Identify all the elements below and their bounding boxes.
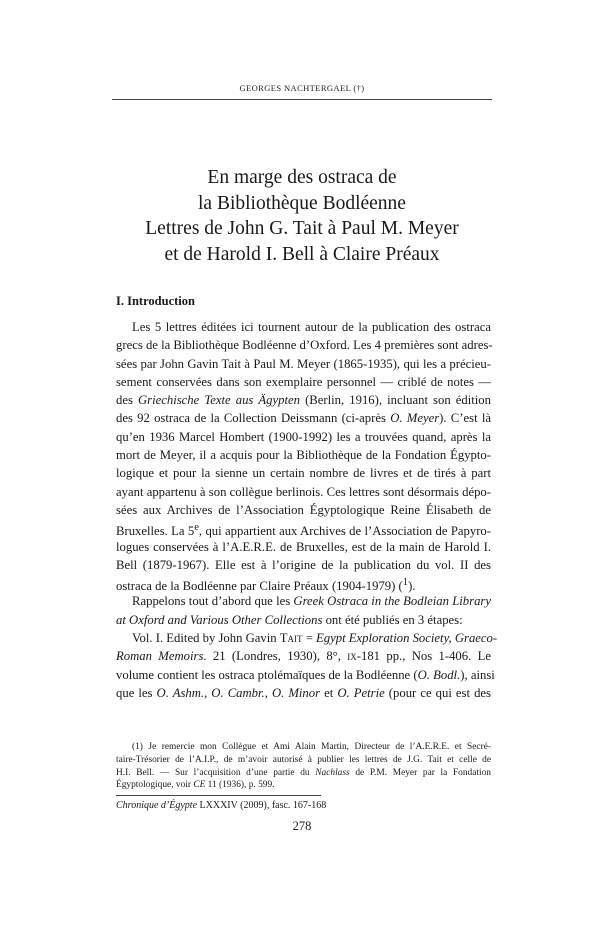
book-title: Greek Ostraca in the Bodleian Library bbox=[293, 594, 491, 609]
text: Bruxelles. La 5 bbox=[116, 524, 195, 539]
body-line-14: Bell (1879-1967). Elle est à l’origine de la publication du vol. II des bbox=[116, 557, 491, 572]
text: = bbox=[302, 631, 317, 646]
abbreviation: O. Minor bbox=[271, 685, 321, 700]
text: Égyptologique, voir bbox=[116, 780, 194, 791]
text: ont été publiés en 3 étapes: bbox=[322, 612, 463, 627]
title-line-1: En marge des ostraca de bbox=[207, 167, 397, 188]
footnote-line-1: (1) Je remercie mon Collègue et Ami Alain Martin, Directeur de l’A.E.R.E. et Secré- bbox=[132, 742, 491, 752]
body-line-8: mort de Meyer, il a acquis pour la Bibliothèque de la Fondation Égypto- bbox=[116, 448, 491, 463]
title-line-2: la Bibliothèque Bodléenne bbox=[198, 192, 406, 214]
footnote bbox=[116, 741, 491, 792]
body-line-13: logues conservées à l’A.E.R.E. de Bruxelles, est de la main de Harold I. bbox=[116, 539, 491, 554]
text: des 92 ostraca de la Collection Deissmann (ci-après bbox=[116, 411, 391, 426]
body-line-21 bbox=[116, 684, 491, 702]
journal-detail: LXXXIV (2009), fasc. 167-168 bbox=[197, 800, 327, 811]
body-line-16 bbox=[116, 592, 491, 610]
text: Rappelons tout d’abord que les bbox=[132, 594, 294, 609]
title-line-3: Lettres de John G. Tait à Paul M. Meyer bbox=[145, 218, 459, 239]
body-line-5 bbox=[116, 391, 491, 409]
body-line-18 bbox=[116, 629, 498, 647]
abbreviation: O. Ashm. bbox=[156, 685, 205, 700]
text: ). bbox=[408, 579, 416, 594]
text: -181 pp., Nos 1-406. Le bbox=[356, 649, 491, 664]
text: des bbox=[116, 393, 138, 408]
text: H.I. Bell. — Sur l’acquisition d’une partie du bbox=[116, 767, 316, 778]
body-line-15 bbox=[116, 574, 491, 592]
text: volume contient les ostraca ptolémaïques de la Bodléenne ( bbox=[116, 667, 418, 682]
text: 11 (1936), p. 599. bbox=[205, 780, 275, 791]
superscript: e bbox=[194, 522, 199, 534]
text: que les bbox=[116, 685, 157, 700]
text: , qui appartient aux Archives de l’Association de Papyro- bbox=[198, 524, 491, 539]
body-line-4: sement conservées dans son exemplaire personnel — criblé de notes — bbox=[116, 374, 491, 389]
author-name: Tait bbox=[279, 631, 303, 646]
body-line-3: sées par John Gavin Tait à Paul M. Meyer (1865-1935), qui les a précieu- bbox=[116, 356, 491, 371]
header-rule bbox=[112, 99, 492, 100]
text: de P.M. Meyer par la Fondation bbox=[349, 767, 491, 778]
series-title: Egypt Exploration Society, Graeco- bbox=[316, 631, 498, 646]
page-number: 278 bbox=[292, 819, 312, 833]
book-title: Griechische Texte aus Ägypten bbox=[137, 393, 301, 408]
text: ), ainsi bbox=[460, 667, 495, 682]
text: ostraca de la Bodléenne par Claire Préaux (1904-1979) ( bbox=[116, 579, 403, 594]
series-title: Roman Memoirs bbox=[116, 649, 204, 664]
journal-rule bbox=[116, 795, 321, 796]
journal-abbr: CE bbox=[193, 780, 206, 791]
text: , bbox=[264, 685, 272, 700]
body-line-12 bbox=[116, 519, 491, 537]
body-line-2: grecs de la Bibliothèque Bodléenne d’Oxford. Les 4 premières sont adres- bbox=[116, 338, 493, 353]
footnote-line-3 bbox=[116, 767, 491, 780]
body-line-11: sées aux Archives de l’Association Égyptologique Reine Élisabeth de bbox=[116, 502, 491, 517]
body-line-9: logique et pour la sienne un certain nombre de livres et de tirés à part bbox=[116, 466, 491, 481]
text: ). C’est là bbox=[439, 411, 491, 426]
footnote-ref: 1 bbox=[402, 577, 409, 589]
term: Nachlass bbox=[315, 767, 350, 778]
text: et bbox=[320, 685, 338, 700]
text: . 21 (Londres, 1930), 8°, bbox=[203, 649, 348, 664]
text: Vol. I. Edited by John Gavin bbox=[132, 631, 280, 646]
body-line-6 bbox=[116, 409, 491, 427]
footnote-line-2: taire-Trésorier de l’A.I.P., de m’avoir autorisé à publier les lettres de J.G. Tait et celle de bbox=[116, 754, 491, 765]
body-line-20 bbox=[116, 666, 495, 684]
article-title bbox=[112, 165, 492, 267]
roman-numeral: ix bbox=[347, 649, 357, 664]
abbreviation: O. Cambr. bbox=[211, 685, 265, 700]
abbreviation: O. Bodl. bbox=[417, 667, 461, 682]
footnote-line-4 bbox=[116, 779, 491, 792]
body-line-17 bbox=[116, 611, 491, 629]
body-line-10: ayant appartenu à son collègue berlinois. Ces lettres sont désormais dépo- bbox=[116, 484, 491, 499]
body-line-19 bbox=[116, 647, 491, 665]
body-line-7: qu’en 1936 Marcel Hombert (1900-1992) les a trouvées quand, après la bbox=[116, 429, 491, 444]
body-line-1: Les 5 lettres éditées ici tournent autour de la publication des ostraca bbox=[132, 320, 491, 334]
running-head: GEORGES NACHTERGAEL (†) bbox=[239, 83, 365, 93]
abbreviation: O. Petrie bbox=[337, 685, 385, 700]
title-line-4: et de Harold I. Bell à Claire Préaux bbox=[164, 243, 440, 265]
text: (Berlin, 1916), incluant son édition bbox=[300, 393, 491, 408]
text: , bbox=[204, 685, 212, 700]
journal-citation bbox=[116, 800, 326, 811]
book-title: at Oxford and Various Other Collections bbox=[116, 612, 323, 627]
journal-name: Chronique d’Égypte bbox=[116, 800, 198, 811]
section-heading: I. Introduction bbox=[116, 294, 195, 308]
text: (pour ce qui est des bbox=[384, 685, 491, 700]
body-text bbox=[116, 318, 498, 702]
abbreviation: O. Meyer bbox=[390, 411, 440, 426]
